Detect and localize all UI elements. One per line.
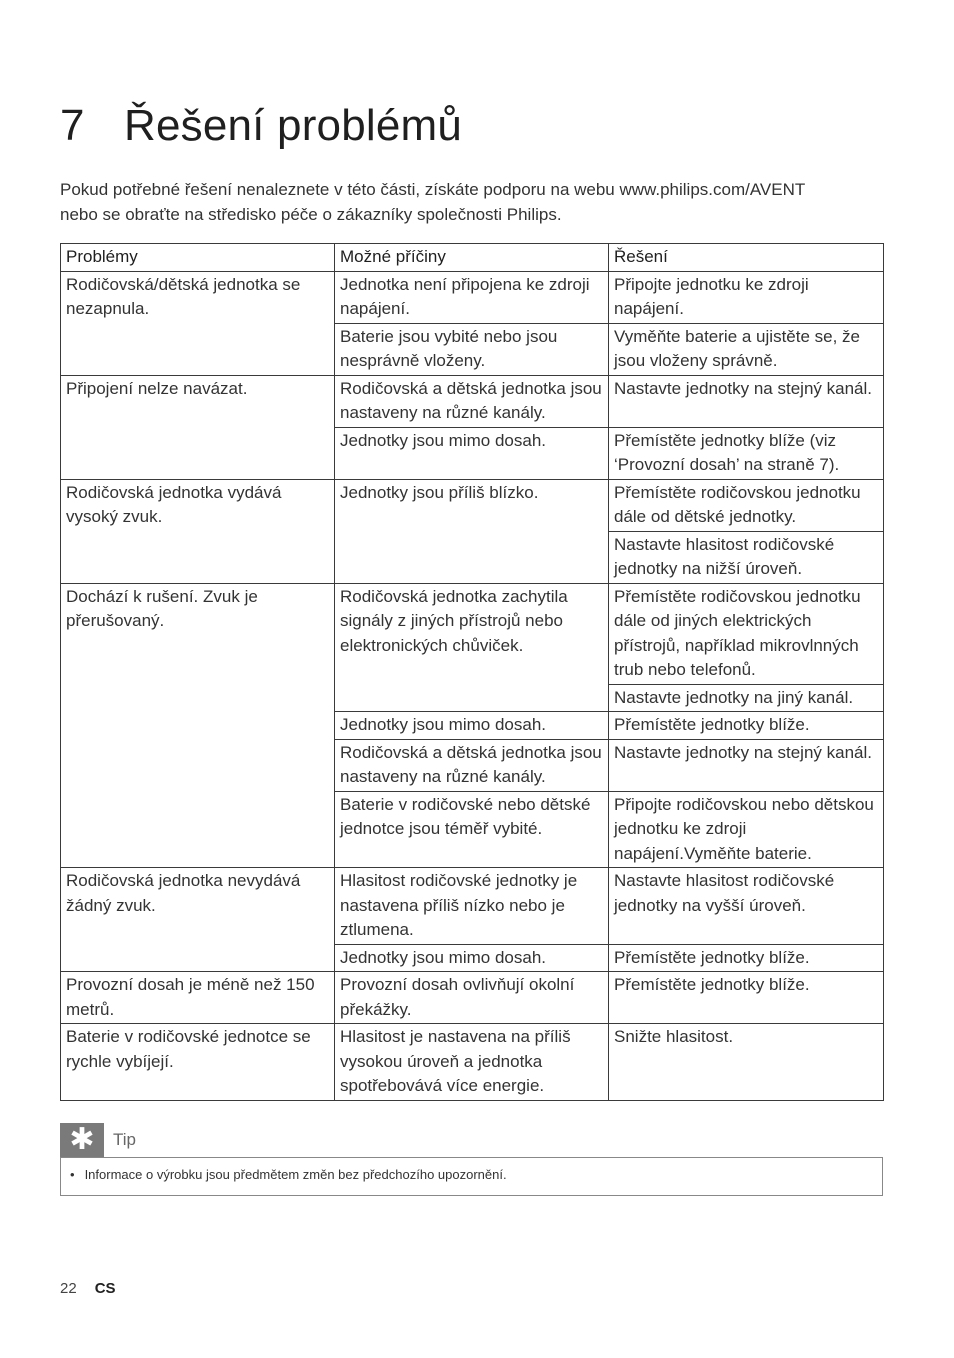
- language-code: CS: [94, 1280, 116, 1297]
- table-row: [61, 583, 884, 684]
- problem-cell: Rodičovská jednotka nevydává žádný zvuk.: [61, 868, 335, 972]
- solution-cell: Nastavte hlasitost rodičovské jednotky na nižší úroveň.: [609, 531, 884, 583]
- solution-cell: Snižte hlasitost.: [609, 1024, 884, 1101]
- cause-cell: Jednotky jsou příliš blízko.: [335, 479, 609, 583]
- cause-cell: Provozní dosah ovlivňují okolní překážky.: [335, 972, 609, 1024]
- intro-line-2: nebo se obraťte na středisko péče o zákazníky společnosti Philips.: [60, 205, 562, 224]
- solution-cell: Přemístěte jednotky blíže (viz ‘Provozní dosah’ na straně 7).: [609, 427, 884, 479]
- problem-cell: Dochází k rušení. Zvuk je přerušovaný.: [61, 583, 335, 868]
- tip-label: Tip: [113, 1130, 136, 1149]
- solution-cell: Přemístěte jednotky blíže.: [609, 944, 884, 972]
- page-footer: [60, 1280, 116, 1297]
- table-row: [61, 1024, 884, 1101]
- solution-cell: Připojte rodičovskou nebo dětskou jednotku ke zdroji napájení.Vyměňte baterie.: [609, 791, 884, 868]
- cause-cell: Rodičovská a dětská jednotka jsou nastaveny na různé kanály.: [335, 375, 609, 427]
- header-solutions: Řešení: [609, 244, 884, 272]
- list-item: [70, 1167, 507, 1182]
- solution-cell: Přemístěte rodičovskou jednotku dále od jiných elektrických přístrojů, například mikrovlnných trub nebo telefonů.: [609, 583, 884, 684]
- header-problems: Problémy: [61, 244, 335, 272]
- solution-cell: Nastavte hlasitost rodičovské jednotky na vyšší úroveň.: [609, 868, 884, 945]
- solution-cell: Nastavte jednotky na stejný kanál.: [609, 375, 884, 427]
- solution-cell: Nastavte jednotky na jiný kanál.: [609, 684, 884, 712]
- problem-cell: Rodičovská jednotka vydává vysoký zvuk.: [61, 479, 335, 583]
- chapter-number: 7: [60, 101, 85, 151]
- solution-cell: Nastavte jednotky na stejný kanál.: [609, 739, 884, 791]
- cause-cell: Hlasitost rodičovské jednotky je nastavena příliš nízko nebo je ztlumena.: [335, 868, 609, 945]
- table-row: [61, 271, 884, 323]
- tip-box: [60, 1157, 883, 1196]
- header-causes: Možné příčiny: [335, 244, 609, 272]
- cause-cell: Rodičovská jednotka zachytila signály z jiných přístrojů nebo elektronických chůviček.: [335, 583, 609, 712]
- solution-cell: Připojte jednotku ke zdroji napájení.: [609, 271, 884, 323]
- bullet-icon: •: [70, 1167, 75, 1182]
- solution-cell: Vyměňte baterie a ujistěte se, že jsou vloženy správně.: [609, 323, 884, 375]
- cause-cell: Jednotka není připojena ke zdroji napájení.: [335, 271, 609, 323]
- cause-cell: Baterie v rodičovské nebo dětské jednotce jsou téměř vybité.: [335, 791, 609, 868]
- intro-line-1: Pokud potřebné řešení nenaleznete v této části, získáte podporu na webu www.philips.com/AVENT: [60, 180, 806, 199]
- cause-cell: Jednotky jsou mimo dosah.: [335, 944, 609, 972]
- solution-cell: Přemístěte jednotky blíže.: [609, 712, 884, 740]
- tip-header: [60, 1123, 136, 1157]
- table-row: [61, 479, 884, 531]
- cause-cell: Baterie jsou vybité nebo jsou nesprávně vloženy.: [335, 323, 609, 375]
- cause-cell: Jednotky jsou mimo dosah.: [335, 427, 609, 479]
- problem-cell: Připojení nelze navázat.: [61, 375, 335, 479]
- cause-cell: Rodičovská a dětská jednotka jsou nastaveny na různé kanály.: [335, 739, 609, 791]
- page-number: 22: [60, 1280, 77, 1297]
- asterisk-icon: ✱: [60, 1123, 104, 1157]
- problem-cell: Baterie v rodičovské jednotce se rychle vybíjejí.: [61, 1024, 335, 1101]
- problem-cell: Rodičovská/dětská jednotka se nezapnula.: [61, 271, 335, 375]
- table-header-row: [61, 244, 884, 272]
- table-row: [61, 868, 884, 945]
- solution-cell: Přemístěte jednotky blíže.: [609, 972, 884, 1024]
- page-title: [60, 101, 462, 151]
- problem-cell: Provozní dosah je méně než 150 metrů.: [61, 972, 335, 1024]
- chapter-title: Řešení problémů: [124, 101, 463, 151]
- troubleshooting-table: [60, 243, 884, 1101]
- cause-cell: Hlasitost je nastavena na příliš vysokou úroveň a jednotka spotřebovává více energie.: [335, 1024, 609, 1101]
- table-row: [61, 375, 884, 427]
- intro-paragraph: [60, 177, 890, 227]
- table-row: [61, 972, 884, 1024]
- tip-text: Informace o výrobku jsou předmětem změn bez předchozího upozornění.: [84, 1167, 507, 1182]
- solution-cell: Přemístěte rodičovskou jednotku dále od dětské jednotky.: [609, 479, 884, 531]
- cause-cell: Jednotky jsou mimo dosah.: [335, 712, 609, 740]
